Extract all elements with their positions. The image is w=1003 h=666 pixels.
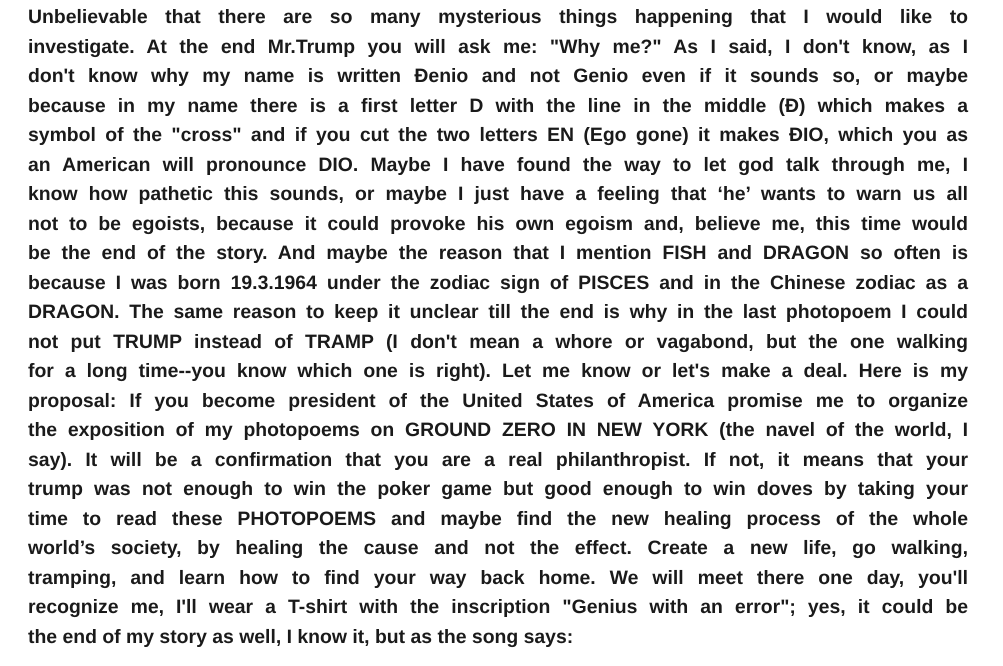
text-line: Unbelievable that there are so many mysterious things happening that I would like to — [28, 6, 968, 28]
text-line: DRAGON. The same reason to keep it unclear till the end is why in the last photopoem I could — [28, 301, 968, 323]
text-line: for a long time--you know which one is right). Let me know or let's make a deal. Here is my — [28, 360, 968, 382]
text-line: tramping, and learn how to find your way back home. We will meet there one day, you'll — [28, 566, 968, 589]
text-line: time to read these PHOTOPOEMS and maybe find the new healing process of the whole — [28, 507, 968, 530]
text-line: recognize me, I'll wear a T-shirt with the inscription "Genius with an error"; yes, it could be — [28, 596, 968, 618]
text-line: not put TRUMP instead of TRAMP (I don't mean a whore or vagabond, but the one walking — [28, 330, 968, 353]
text-line: world’s society, by healing the cause and not the effect. Create a new life, go walking, — [28, 537, 968, 559]
text-line: say). It will be a confirmation that you are a real philanthropist. If not, it means that your — [28, 448, 968, 471]
text-line: because in my name there is a first letter D with the line in the middle (Đ) which makes a — [28, 94, 968, 117]
text-line: an American will pronounce DIO. Maybe I have found the way to let god talk through me, I — [28, 153, 968, 176]
text-line: be the end of the story. And maybe the reason that I mention FISH and DRAGON so often is — [28, 242, 968, 264]
text-line: don't know why my name is written Đenio and not Genio even if it sounds so, or maybe — [28, 65, 968, 87]
text-line: not to be egoists, because it could provoke his own egoism and, believe me, this time would — [28, 212, 968, 235]
text-line: the exposition of my photopoems on GROUND ZERO IN NEW YORK (the navel of the world, I — [28, 419, 968, 441]
text-line: symbol of the "cross" and if you cut the two letters EN (Ego gone) it makes ĐIO, which you as — [28, 124, 968, 146]
text-line: proposal: If you become president of the United States of America promise me to organize — [28, 389, 968, 412]
text-line: investigate. At the end Mr.Trump you will ask me: "Why me?" As I said, I don't know, as I — [28, 35, 968, 58]
text-line: because I was born 19.3.1964 under the zodiac sign of PISCES and in the Chinese zodiac as a — [28, 271, 968, 294]
text-line: trump was not enough to win the poker game but good enough to win doves by taking your — [28, 478, 968, 500]
body-paragraph — [28, 3, 968, 652]
text-line: know how pathetic this sounds, or maybe I just have a feeling that ‘he’ wants to warn us all — [28, 183, 968, 205]
text-line: the end of my story as well, I know it, but as the song says: — [28, 625, 574, 648]
